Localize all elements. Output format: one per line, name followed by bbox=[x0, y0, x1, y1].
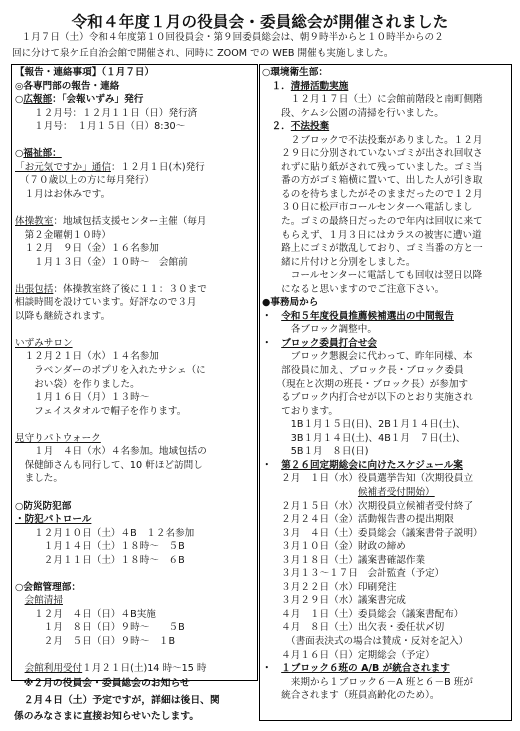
left-line bbox=[15, 418, 256, 432]
left-line: 【報告・連絡事項】（１月７日） bbox=[15, 67, 155, 78]
left-line: １２月号：１２月１１日（日）発行済 bbox=[15, 107, 198, 119]
left-line: 見守りパトウォーク bbox=[15, 432, 101, 444]
right-line: もらえず、１月３日にはカラスの被害に遭い道 bbox=[262, 229, 482, 241]
left-line: フェイスタオルで帽子を作ります。 bbox=[15, 405, 187, 417]
right-line: ２月２４日（金）活動報告書の提出期限 bbox=[262, 514, 454, 526]
right-line: 5B１月 ８日(日) bbox=[262, 446, 369, 458]
left-line: １月号： １月１５日（日）8:30～ bbox=[15, 121, 186, 133]
right-line: ・ ブロック委員打合せ会 bbox=[262, 337, 377, 349]
left-line: （７０歳以上の方に毎月発行） bbox=[15, 175, 155, 187]
right-line: 候補者受付開始） bbox=[357, 486, 435, 498]
right-line: ・ １ブロック６班の A/B が統合されます bbox=[262, 663, 450, 675]
right-line: ４月 １日（土）委員総会（議案書配布） bbox=[262, 608, 464, 620]
right-line: ２月１５日（水）次期役員立候補者受付終了 bbox=[262, 500, 474, 512]
right-line: ●事務局から bbox=[262, 297, 319, 309]
left-line: １月１４日（土）１８時～ ５B bbox=[15, 541, 185, 553]
right-line: ３月２２日（水）印刷発注 bbox=[262, 581, 397, 593]
right-line: ３月２９日（水）議案書完成 bbox=[262, 595, 406, 607]
right-line: ３月 ４日（土）委員総会（議案書骨子説明） bbox=[262, 527, 483, 539]
right-line: ブロック懇親会に代わって、昨年同様、本 bbox=[262, 351, 473, 363]
right-line: コールセンターに電話しても回収は翌日以降 bbox=[262, 270, 483, 282]
right-line: ４月１６日（日）定期総会（予定） bbox=[262, 649, 435, 661]
intro-text bbox=[12, 30, 512, 62]
right-line: １．清掃活動実施 bbox=[262, 80, 349, 92]
left-line: ・防犯パトロール bbox=[15, 514, 92, 526]
left-line: ○防災防犯部 bbox=[15, 500, 72, 512]
left-line: ２月 ５日（日）９時～ １B bbox=[15, 635, 176, 647]
right-line: ３０日に松戸市コールセンターへ電話しまし bbox=[262, 202, 473, 214]
right-line: るのを待ちましたがそのままだったので１２月 bbox=[262, 188, 483, 200]
right-line: 3B１月１４日(土)、4B１月 ７日(土)、 bbox=[262, 432, 466, 444]
right-line: １２月１７日（土）に会館前階段と南町側階 bbox=[262, 94, 483, 106]
left-line: いずみサロン bbox=[15, 337, 73, 349]
left-line: ました。 bbox=[15, 473, 63, 485]
right-line: ２９日に分別されていないゴミが出され回収さ bbox=[262, 148, 483, 160]
left-line: ２月１１日（土）１８時～ ６B bbox=[15, 554, 185, 566]
left-line bbox=[15, 134, 256, 148]
left-line bbox=[15, 201, 256, 215]
right-line: 路上にゴミが散乱しており、ゴミ当番の方と一 bbox=[262, 243, 483, 255]
left-line: 出張包括：体操教室終了後に１１：３０まで bbox=[15, 283, 207, 295]
right-line: るブロック内打合せが以下のとおり実施され bbox=[262, 392, 473, 404]
left-line bbox=[15, 323, 256, 337]
right-line: ・ 第２６回定期総会に向けたスケジュール案 bbox=[262, 459, 463, 471]
left-line: 以降も継続されます。 bbox=[15, 310, 111, 322]
left-line bbox=[15, 269, 256, 283]
left-line: ◎各専門部の報告・連絡 bbox=[15, 80, 120, 92]
left-line: 会館清掃 bbox=[24, 595, 63, 607]
right-line: 1B１月１５日(日)、2B１月１４日(土)、 bbox=[262, 419, 466, 431]
right-line: 来期から１ブロック６－A 班と６－B 班が bbox=[262, 676, 473, 688]
left-line: 第２金曜朝１０時） bbox=[15, 229, 111, 241]
notice-line: 係のみなさまに直接お知らせいたします。 bbox=[14, 711, 200, 722]
right-line: 統合されます（班員高齢化のため）。 bbox=[262, 690, 440, 702]
left-line: ○会館管理部： bbox=[15, 581, 81, 593]
left-line: ラベンダーのポプリを入れたサシェ（に bbox=[15, 365, 206, 377]
left-line: １月 ４日（水）４名参加。地域包括の bbox=[15, 446, 207, 458]
right-line: れずに貼り紙がされて残っていました。ゴミ当 bbox=[262, 161, 483, 173]
right-line: 部役員に加え、ブロック長・ブロック委員 bbox=[262, 365, 464, 377]
left-line: おい袋）を作りました。 bbox=[15, 378, 140, 390]
left-line: 体操教室：地域包括支援センター主催（毎月 bbox=[15, 216, 207, 228]
right-line: ２．不法投棄 bbox=[262, 121, 330, 133]
intro-line: 回に分けて泉ケ丘自治会館で開催され、同時に ZOOM での WEB 開催も実施しました。 bbox=[12, 48, 394, 59]
left-line: １２月２１日（水）１４名参加 bbox=[15, 351, 159, 363]
left-line: １２月１０日（土）４B １２名参加 bbox=[15, 527, 195, 539]
left-line: 会館利用受付１月２１日(土)14 時～15 時 bbox=[24, 663, 207, 675]
right-line: ３月１８日（土）議案書確認作業 bbox=[262, 554, 426, 566]
right-line: 段、ケムシ公園の清掃を行いました。 bbox=[262, 107, 444, 119]
right-line: 緒に片付けと分別をしました。 bbox=[262, 256, 416, 268]
notice-line: ※２月の役員会・委員総会のお知らせ bbox=[14, 678, 190, 689]
right-line: ２月 １日（水）役員選挙告知（次期役員立 bbox=[262, 473, 474, 485]
right-line: ２ブロックで不法投棄がありました。１２月 bbox=[262, 134, 483, 146]
left-line: ○福祉部： bbox=[15, 148, 62, 160]
right-line: ４月 ８日（土）出欠表・委任状〆切 bbox=[262, 622, 445, 634]
left-column bbox=[15, 66, 256, 676]
right-line: た。ゴミの最終日だったので年内は回収に来て bbox=[262, 216, 483, 228]
right-column bbox=[262, 66, 510, 703]
left-line bbox=[15, 486, 256, 500]
right-line: ３月１０日（金）財政の締め bbox=[262, 541, 406, 553]
left-line: １２月 ９日（金）１６名参加 bbox=[15, 243, 159, 255]
notice-line: ２月４日（土）予定ですが，詳細は後日、関 bbox=[14, 694, 220, 706]
right-line: ３月１３～１７日 会計監査（予定） bbox=[262, 568, 445, 580]
next-meeting-notice bbox=[14, 676, 259, 726]
left-line bbox=[15, 567, 256, 581]
right-line: ○環境衛生部： bbox=[262, 67, 328, 78]
left-line: 保健師さんも同行して、10 軒ほど訪問し bbox=[15, 459, 203, 471]
left-line: １月１３日（金）１０時～ 会館前 bbox=[15, 256, 188, 268]
right-line: 番の方がゴミ箱横に置いて、出した人が引き取 bbox=[262, 175, 483, 187]
left-line: １月 ８日（日）９時～ ５B bbox=[15, 622, 185, 634]
right-line: ております。 bbox=[262, 405, 338, 417]
right-line: になると思いますのでご注意下さい。 bbox=[262, 283, 445, 295]
right-line: （書面表決式の場合は賛成・反対を記入） bbox=[262, 635, 469, 647]
right-line: 各ブロック調整中。 bbox=[262, 324, 377, 336]
right-line: ・ 令和５年度役員推薦候補選出の中間報告 bbox=[262, 310, 454, 322]
left-line: １月はお休みです。 bbox=[15, 188, 111, 200]
page-title: 令和４年度１月の役員会・委員総会が開催されました bbox=[71, 13, 449, 31]
right-line: （現在と次期の班長・ブロック長）が参加す bbox=[262, 378, 469, 390]
left-line: 「お元気ですか」通信：１２月１日(木)発行 bbox=[15, 161, 205, 173]
left-line: １月１６日（月）１３時～ bbox=[15, 392, 150, 404]
left-line: 相談時間を設けています。好評なので３月 bbox=[15, 297, 197, 309]
left-line bbox=[15, 649, 256, 663]
intro-line: １月７日（土）令和４年度第１０回役員会・第９回委員総会は、朝９時半からと１０時半からの２ bbox=[12, 32, 444, 43]
left-line: １２月 ４日（日）４B実施 bbox=[15, 608, 156, 620]
left-line: ○広報部：「会報いずみ」発行 bbox=[15, 94, 144, 106]
